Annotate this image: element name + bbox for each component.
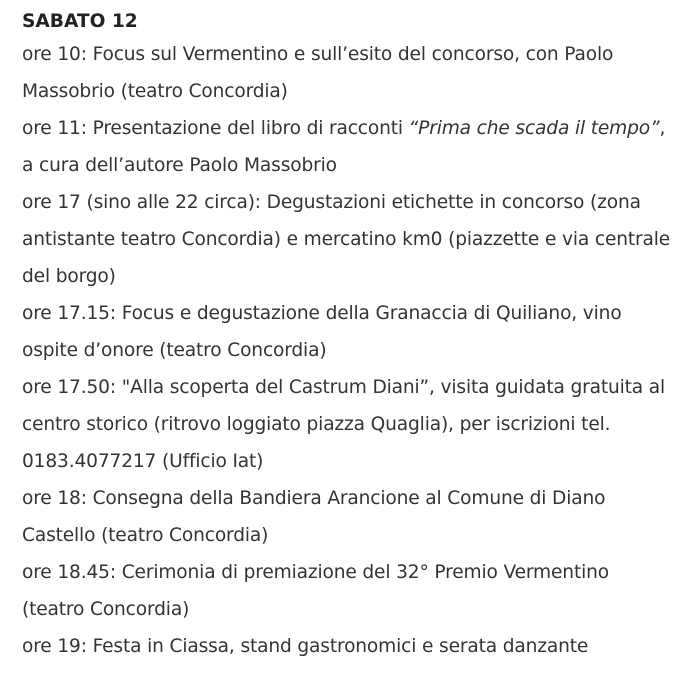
program-item-1800: ore 18: Consegna della Bandiera Arancione al Comune di Diano Castello (teatro Concordia) [22, 488, 606, 546]
program-item-1100-text-end: , a cura dell’autore Paolo Massobrio [22, 118, 666, 176]
book-title: “Prima che scada il tempo” [408, 118, 660, 139]
program-item-1845: ore 18.45: Cerimonia di premiazione del 32° Premio Vermentino (teatro Concordia) [22, 562, 609, 620]
program-item-1100 [22, 110, 676, 184]
program-item-1715: ore 17.15: Focus e degustazione della Granaccia di Quiliano, vino ospite d’onore (teatro Concordia) [22, 303, 622, 361]
program-item-1100-text: ore 11: Presentazione del libro di racconti [22, 118, 409, 139]
day-heading: SABATO 12 [22, 11, 138, 32]
program-item-1700: ore 17 (sino alle 22 circa): Degustazioni etichette in concorso (zona antistante teatro Concordia) e mercatino km0 (piazzette e via centrale del borgo) [22, 192, 671, 287]
program-item-1000: ore 10: Focus sul Vermentino e sull’esito del concorso, con Paolo Massobrio (teatro Concordia) [22, 44, 614, 102]
program-item-1750: ore 17.50: "Alla scoperta del Castrum Diani”, visita guidata gratuita al centro storico (ritrovo loggiato piazza Quaglia), per iscrizioni tel. 0183.4077217 (Ufficio Iat) [22, 377, 666, 472]
program-item-1900: ore 19: Festa in Ciassa, stand gastronomici e serata danzante [22, 636, 589, 657]
